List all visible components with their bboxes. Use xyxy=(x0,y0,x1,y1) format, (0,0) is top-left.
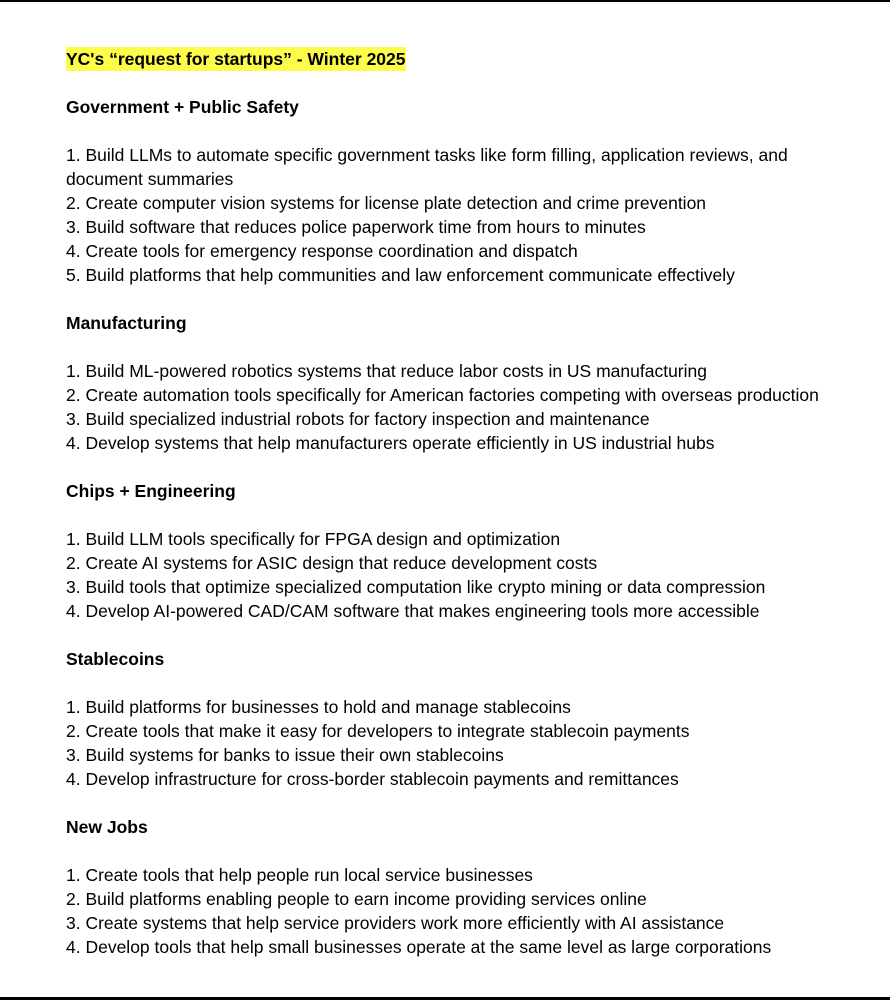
list-item: 3. Build systems for banks to issue their own stablecoins xyxy=(66,745,504,765)
section xyxy=(66,95,866,287)
list-item: 3. Build tools that optimize specialized computation like crypto mining or data compression xyxy=(66,577,766,597)
document-body xyxy=(66,47,866,959)
list-item: 4. Develop infrastructure for cross-border stablecoin payments and remittances xyxy=(66,769,679,789)
list-item: 2. Create AI systems for ASIC design that reduce development costs xyxy=(66,553,598,573)
list-item: 2. Create tools that make it easy for developers to integrate stablecoin payments xyxy=(66,721,690,741)
list-item: 1. Build LLM tools specifically for FPGA design and optimization xyxy=(66,529,561,549)
numbered-list xyxy=(66,695,866,791)
list-item: 1. Build platforms for businesses to hold and manage stablecoins xyxy=(66,697,571,717)
section-heading: Government + Public Safety xyxy=(66,97,299,117)
section xyxy=(66,647,866,791)
numbered-list xyxy=(66,359,866,455)
section-heading: Chips + Engineering xyxy=(66,481,236,501)
list-item: 1. Create tools that help people run local service businesses xyxy=(66,865,533,885)
list-item: 2. Create automation tools specifically for American factories competing with overseas production xyxy=(66,385,819,405)
section-heading: Stablecoins xyxy=(66,649,165,669)
numbered-list xyxy=(66,527,866,623)
list-item: 4. Develop systems that help manufacturers operate efficiently in US industrial hubs xyxy=(66,433,715,453)
list-item: 3. Build software that reduces police paperwork time from hours to minutes xyxy=(66,217,646,237)
sections-container xyxy=(66,95,866,959)
numbered-list xyxy=(66,863,866,959)
list-item: 4. Develop AI-powered CAD/CAM software that makes engineering tools more accessible xyxy=(66,601,760,621)
section-heading: Manufacturing xyxy=(66,313,187,333)
document-title: YC's “request for startups” - Winter 2025 xyxy=(66,49,406,69)
list-item: 5. Build platforms that help communities and law enforcement communicate effectively xyxy=(66,265,735,285)
list-item: 1. Build LLMs to automate specific government tasks like form filling, application reviews, and document summaries xyxy=(66,145,788,189)
list-item: 3. Create systems that help service providers work more efficiently with AI assistance xyxy=(66,913,725,933)
section-heading: New Jobs xyxy=(66,817,148,837)
section xyxy=(66,815,866,959)
list-item: 4. Create tools for emergency response coordination and dispatch xyxy=(66,241,578,261)
list-item: 2. Build platforms enabling people to earn income providing services online xyxy=(66,889,647,909)
section xyxy=(66,311,866,455)
list-item: 3. Build specialized industrial robots for factory inspection and maintenance xyxy=(66,409,650,429)
numbered-list xyxy=(66,143,866,287)
list-item: 4. Develop tools that help small businesses operate at the same level as large corporations xyxy=(66,937,772,957)
list-item: 1. Build ML-powered robotics systems that reduce labor costs in US manufacturing xyxy=(66,361,707,381)
section xyxy=(66,479,866,623)
list-item: 2. Create computer vision systems for license plate detection and crime prevention xyxy=(66,193,707,213)
document-title-line xyxy=(66,47,866,71)
